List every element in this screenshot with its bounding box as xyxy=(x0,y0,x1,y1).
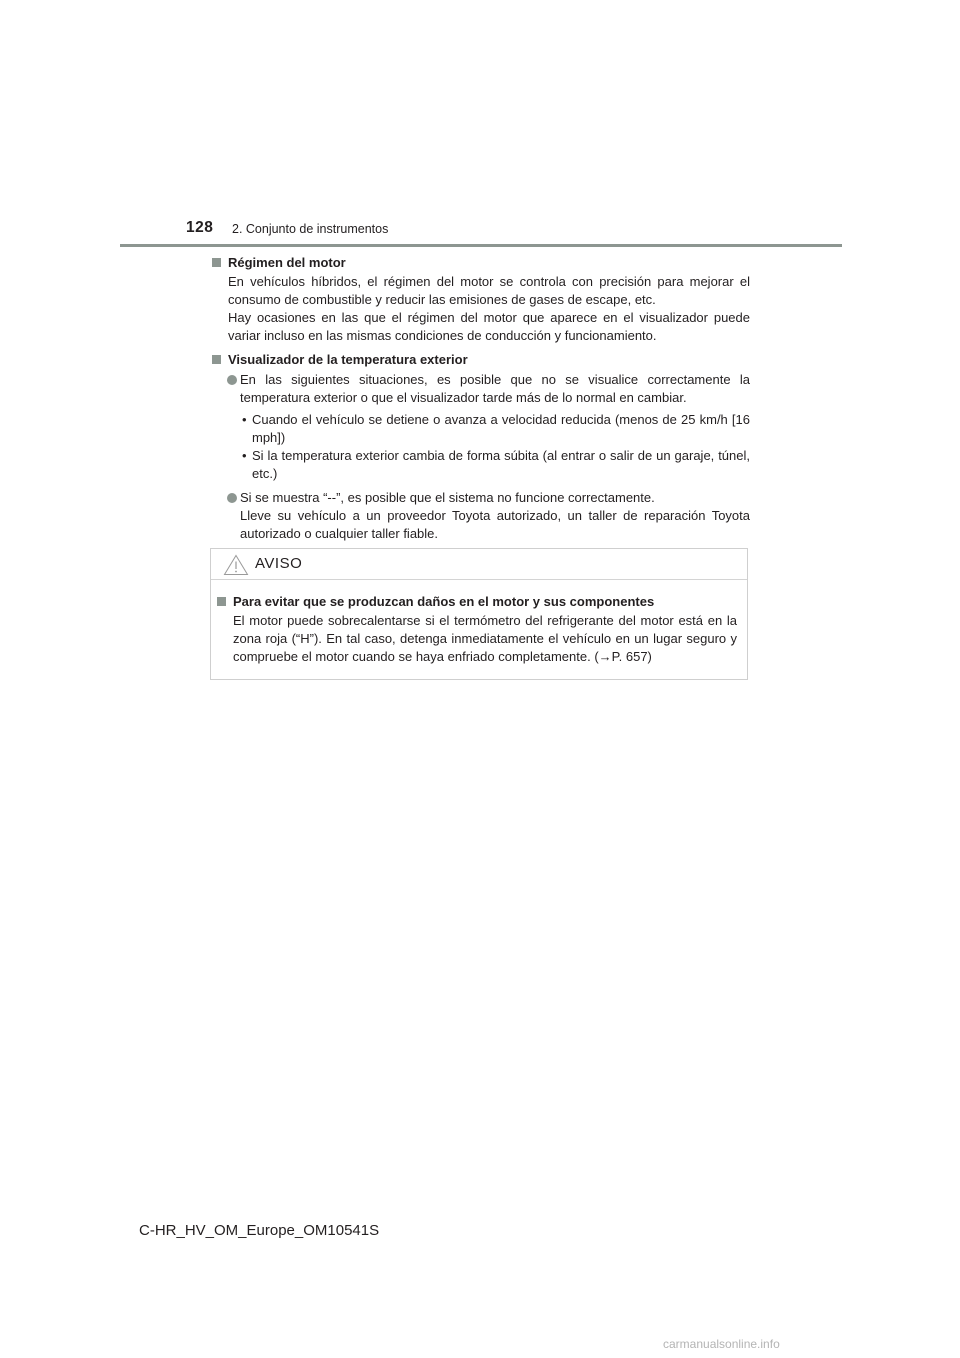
section-engine-speed xyxy=(212,254,750,345)
bullet-text: Si se muestra “--”, es posible que el sistema no funcione correctamente. xyxy=(240,490,655,505)
sub-bullet-marker: • xyxy=(242,412,247,427)
sub-item xyxy=(212,411,750,447)
square-bullet-icon xyxy=(217,597,226,606)
bullet-item xyxy=(212,489,750,507)
paragraph: En vehículos híbridos, el régimen del motor se controla con precisión para mejorar el consumo de combustible y reducir las emisiones de gases de escape, etc. xyxy=(228,274,750,307)
bullet-continuation: Lleve su vehículo a un proveedor Toyota autorizado, un taller de reparación Toyota autorizado o cualquier taller fiable. xyxy=(240,508,750,541)
square-bullet-icon xyxy=(212,355,221,364)
paragraph: Hay ocasiones en las que el régimen del motor que aparece en el visualizador puede variar incluso en las mismas condiciones de conducción y funcionamiento. xyxy=(228,310,750,343)
sub-item xyxy=(212,447,750,483)
bullet-text: En las siguientes situaciones, es posible que no se visualice correctamente la temperatura exterior o que el visualizador tarde más de lo normal en cambiar. xyxy=(240,372,750,405)
bullet-item xyxy=(212,371,750,407)
header-rule xyxy=(120,244,842,247)
warning-heading-text: Para evitar que se produzcan daños en el motor y sus componentes xyxy=(233,594,655,609)
section-heading xyxy=(212,254,750,272)
warning-triangle-icon xyxy=(223,554,249,581)
section-heading xyxy=(217,593,737,611)
warning-header xyxy=(211,549,747,580)
footer-doc-id: C-HR_HV_OM_Europe_OM10541S xyxy=(139,1222,380,1239)
chapter-title: 2. Conjunto de instrumentos xyxy=(232,222,389,236)
watermark: carmanualsonline.info xyxy=(663,1337,780,1351)
circle-bullet-icon xyxy=(227,493,237,503)
section-heading xyxy=(212,351,750,369)
warning-text: El motor puede sobrecalentarse si el termómetro del refrigerante del motor está en la zona roja (“H”). En tal caso, detenga inmediatamente el vehículo en un lugar seguro y compruebe el motor cuando se haya enfriado completamente. (→P. 657) xyxy=(233,613,737,664)
sub-item-text: Si la temperatura exterior cambia de forma súbita (al entrar o salir de un garaje, túnel, etc.) xyxy=(252,448,750,481)
section-outside-temperature xyxy=(212,351,750,543)
section-heading-text: Visualizador de la temperatura exterior xyxy=(228,352,468,367)
spacer xyxy=(212,483,750,487)
warning-box xyxy=(210,548,748,680)
circle-bullet-icon xyxy=(227,375,237,385)
warning-label: AVISO xyxy=(255,555,303,572)
sub-bullet-marker: • xyxy=(242,448,247,463)
sub-item-text: Cuando el vehículo se detiene o avanza a velocidad reducida (menos de 25 km/h [16 mph]) xyxy=(252,412,750,445)
section-heading-text: Régimen del motor xyxy=(228,255,346,270)
warning-body xyxy=(211,580,747,666)
content xyxy=(212,254,750,549)
square-bullet-icon xyxy=(212,258,221,267)
page-number: 128 xyxy=(186,219,214,236)
